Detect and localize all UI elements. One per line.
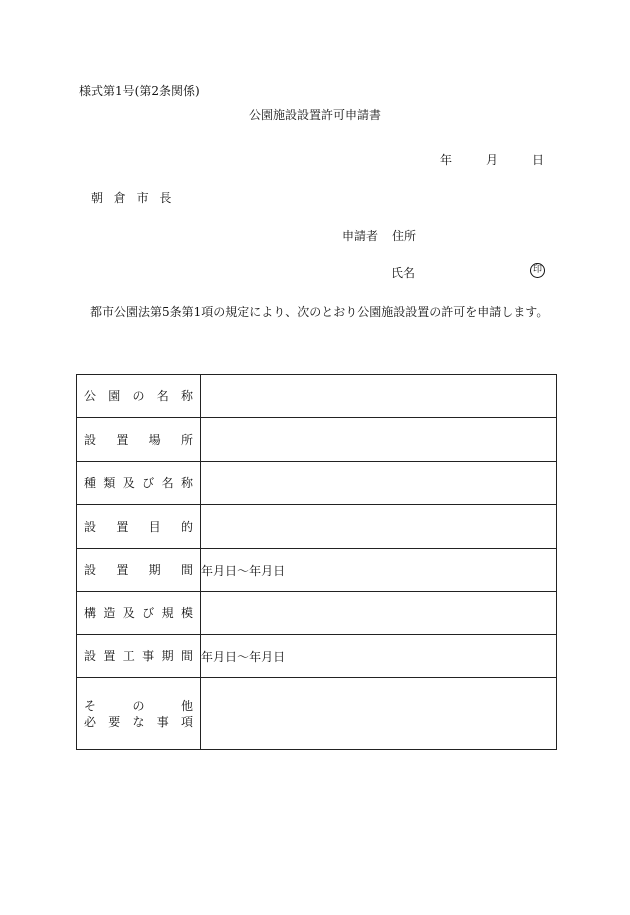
form-number: 様式第1号(第2条関係) bbox=[79, 84, 200, 98]
row-label-cell bbox=[77, 549, 201, 592]
period-month-label: 月 bbox=[213, 563, 226, 578]
row-value-cell[interactable] bbox=[201, 375, 557, 418]
period-month-label: 月 bbox=[213, 649, 226, 664]
row-label-line: 設 置 工 事 期 間 bbox=[84, 649, 193, 663]
addressee: 朝倉市長 bbox=[91, 191, 183, 205]
row-label-line: 構 造 及 び 規 模 bbox=[84, 606, 193, 620]
period-day-label: 日 bbox=[225, 563, 238, 578]
period-value-cell[interactable] bbox=[201, 635, 557, 678]
row-label-line: 設 置 場 所 bbox=[84, 432, 193, 447]
period-year-label: 年 bbox=[201, 649, 214, 664]
period-year-label: 年 bbox=[249, 649, 262, 664]
row-value-cell[interactable] bbox=[201, 678, 557, 750]
table-row bbox=[77, 549, 557, 592]
row-label-cell bbox=[77, 375, 201, 418]
date-day-label: 日 bbox=[531, 153, 544, 167]
date-month-label: 月 bbox=[485, 153, 498, 167]
period-month-label: 月 bbox=[261, 563, 274, 578]
row-label-cell bbox=[77, 505, 201, 549]
period-month-label: 月 bbox=[261, 649, 274, 664]
row-value-cell[interactable] bbox=[201, 592, 557, 635]
table-row bbox=[77, 678, 557, 750]
period-tilde-label: ～ bbox=[237, 563, 250, 578]
period-tilde-label: ～ bbox=[237, 649, 250, 664]
row-value-cell[interactable] bbox=[201, 505, 557, 549]
row-label-cell bbox=[77, 592, 201, 635]
row-label-line: そ の 他 bbox=[84, 698, 193, 713]
name-label: 氏名 bbox=[391, 266, 416, 280]
table-row bbox=[77, 592, 557, 635]
table-row bbox=[77, 375, 557, 418]
address-label: 住所 bbox=[392, 229, 417, 243]
period-year-label: 年 bbox=[201, 563, 214, 578]
table-row bbox=[77, 635, 557, 678]
applicant-label: 申請者 bbox=[342, 229, 379, 243]
seal-mark: 印 bbox=[530, 263, 545, 278]
row-label-cell bbox=[77, 635, 201, 678]
row-label-line: 必 要 な 事 項 bbox=[84, 714, 193, 729]
table-row bbox=[77, 462, 557, 505]
row-value-cell[interactable] bbox=[201, 462, 557, 505]
row-label-line: 設 置 目 的 bbox=[84, 519, 193, 534]
application-table-body bbox=[77, 375, 557, 750]
period-day-label: 日 bbox=[273, 649, 286, 664]
table-row bbox=[77, 418, 557, 462]
body-text: 都市公園法第5条第1項の規定により、次のとおり公園施設設置の許可を申請します。 bbox=[90, 305, 549, 319]
table-row bbox=[77, 505, 557, 549]
row-label-line: 設 置 期 間 bbox=[84, 563, 193, 577]
row-label-line: 種 類 及 び 名 称 bbox=[84, 476, 193, 490]
period-day-label: 日 bbox=[225, 649, 238, 664]
document-title: 公園施設設置許可申請書 bbox=[248, 108, 381, 122]
row-value-cell[interactable] bbox=[201, 418, 557, 462]
row-label-cell bbox=[77, 462, 201, 505]
date-year-label: 年 bbox=[440, 153, 453, 167]
period-value-cell[interactable] bbox=[201, 549, 557, 592]
row-label-cell bbox=[77, 678, 201, 750]
period-day-label: 日 bbox=[273, 563, 286, 578]
row-label-line: 公 園 の 名 称 bbox=[84, 389, 193, 403]
period-year-label: 年 bbox=[249, 563, 262, 578]
date-line bbox=[440, 151, 544, 168]
application-table bbox=[76, 374, 557, 750]
row-label-cell bbox=[77, 418, 201, 462]
